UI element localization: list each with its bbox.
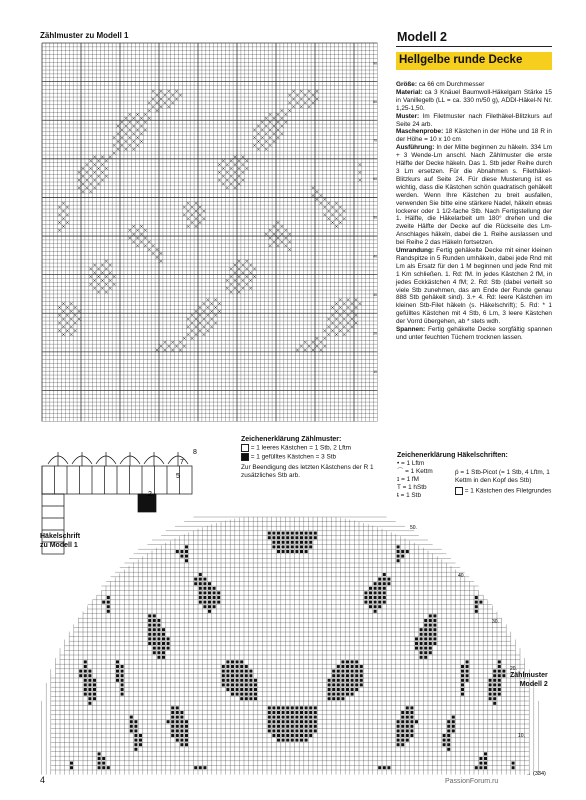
model-title: Hellgelbe runde Decke [399,54,523,66]
chart1-row-label: 20 [373,331,377,336]
legend1-filled: = 1 gefülltes Kästchen = 3 Stb [241,453,391,462]
chart1-gridlines [42,43,377,421]
instruction-gauge: Maschenprobe: 18 Kästchen in der Höhe und 18 R in der Höhe = 10 x 10 cm [396,128,552,144]
legend2-ch: • = 1 Lftm [397,459,425,467]
chart1-row-label: 10 [373,370,377,375]
legend2-title: Zeichenerklärung Häkelschriften: [397,452,508,459]
chart2-row-label: 20. [510,666,517,672]
filled-box-icon [241,453,249,461]
chart1-row-label: 60 [373,177,377,182]
page-number: 4 [40,775,46,785]
model-title-banner [396,52,552,70]
legend2-box: = 1 Kästchen des Filetgrundes [455,487,555,496]
crochet-row-number: 2 [148,491,152,498]
instruction-blocking: Spannen: Fertig gehäkelte Decke sorgfältig spannen und unter feuchten Tüchern trocknen lassen. [396,326,552,341]
instruction-size: Größe: ca 66 cm Durchmesser [396,81,485,88]
legend1-note: Zur Beendigung des letzten Kästchens der R 1 zusätzliches Stb arb. [241,464,374,479]
chart2-row-label: 40. [458,573,465,579]
chart2-grid [40,513,546,778]
legend-crochet [397,452,557,499]
chart1-grid [40,40,380,435]
header-rule [396,46,552,47]
legend2-hdc: T = 1 hStb [397,483,427,491]
legend-chart [241,436,391,480]
chart1-row-label: 30 [373,292,377,297]
mesh-box-icon [455,487,463,495]
chart1-row-label: 80 [373,99,377,104]
chart2-gridlines [42,517,539,775]
chart2-row-label: 10. [518,733,525,739]
chart1-row-label: 90 [373,61,377,66]
chart2-row-label: 50. [410,525,417,531]
empty-box-icon [241,444,249,452]
chart2-label: Zählmuster Modell 2 [510,672,548,688]
chart2-arrow-label: → (334) [526,771,546,777]
instruction-pattern: Muster: Im Filetmuster nach Filethäkel-Blitzkurs auf Seite 24 arb. [396,112,552,128]
crochet-row-number: 8 [193,449,197,456]
chart1-row-label: 50 [373,215,377,220]
chart1-title: Zählmuster zu Modell 1 [40,31,129,40]
instruction-execution: Ausführung: In der Mitte beginnen zu häkeln. 334 Lm + 3 Wende-Lm anschl. Nach Zählmuster die erste Hälfte der Decke häkeln. Das 1. Stb jeder Reihe durch 3 Lm ersetzen. Für die Abnahmen s. Filethäkel-Blitzkurs auf Seite 24. Für diese Musterung ist es wichtig, dass die Kästchen schön quadratisch gehäkelt werden. Wenn Ihre Kästchen zu breit ausfallen, verwenden Sie bitte eine stärkere Nadel, häkeln etwas lockerer oder 1 1/2-fache Stb. Nach Fertigstellung der 1. Hälfte, die Häkelarbeit um 180° drehen und die zweite Hälfte der Decke auf die Rückseite des Lm-Anschlages häkeln, dabei die 1. Reihe auslassen und bei Reihe 2 das Häkeln fortsetzen. [396,144,552,247]
instructions [396,81,552,342]
chart1-row-label: 40 [373,254,377,259]
chart2-row-label: 30. [492,619,499,625]
legend2-sc: ɪ = 1 fM [397,475,419,483]
instruction-border: Umrandung: Fertig gehäkelte Decke mit einer kleinen Randspitze in 5 Runden umhäkeln, dabei jede Rnd mit Lm als Ersatz für den 1 M beginnen und jede Rnd mit 1 Km schließen. 1. Rd: fM. In jedes Kästchen 2 fM, in jedes Eckkästchen 4 fM; 2. Rd: Stb (dabei verteilt so viele Stb zunehmen, das am Ende der Runde genau 888 Stb gehäkelt sind). 3.+ 4. Rd: leere Kästchen im kleinen Stb-Filet häkeln (s. Häkelschrift); 5. Rd: * 1 gefülltes Kästchen mit 4 Stb, 6 Lm, 3 leere Kästchen der Vorrd übergehen, ab * stets wdh. [396,247,552,326]
legend1-title: Zeichenerklärung Zählmuster: [241,436,342,443]
model-number: Modell 2 [397,30,448,44]
legend2-sl: ⌒ = 1 Kettm [397,467,433,475]
chart1-row-label: 70 [373,138,377,143]
crochet-row-number: 7 [180,459,184,466]
crochet-row-number: 5 [176,473,180,480]
legend1-empty: = 1 leeres Kästchen = 1 Stb, 2 Lftm [241,444,391,453]
legend2-dc: ŧ = 1 Stb [397,491,421,499]
legend2-picot: ṕ = 1 Stb-Picot (= 1 Stb, 4 Lftm, 1 Kettm in den Kopf des Stb) [455,468,550,484]
crochet-diagram-1-label: Häkelschrift zu Modell 1 [40,533,81,549]
site-watermark: PassionForum.ru [445,778,499,785]
instruction-material: Material: ca 3 Knäuel Baumwoll-Häkelgarn Stärke 15 in Vanillegelb (LL = ca. 330 m/50 g), ADDI-Häkel-N Nr. 1,25-1,50. [396,88,552,112]
